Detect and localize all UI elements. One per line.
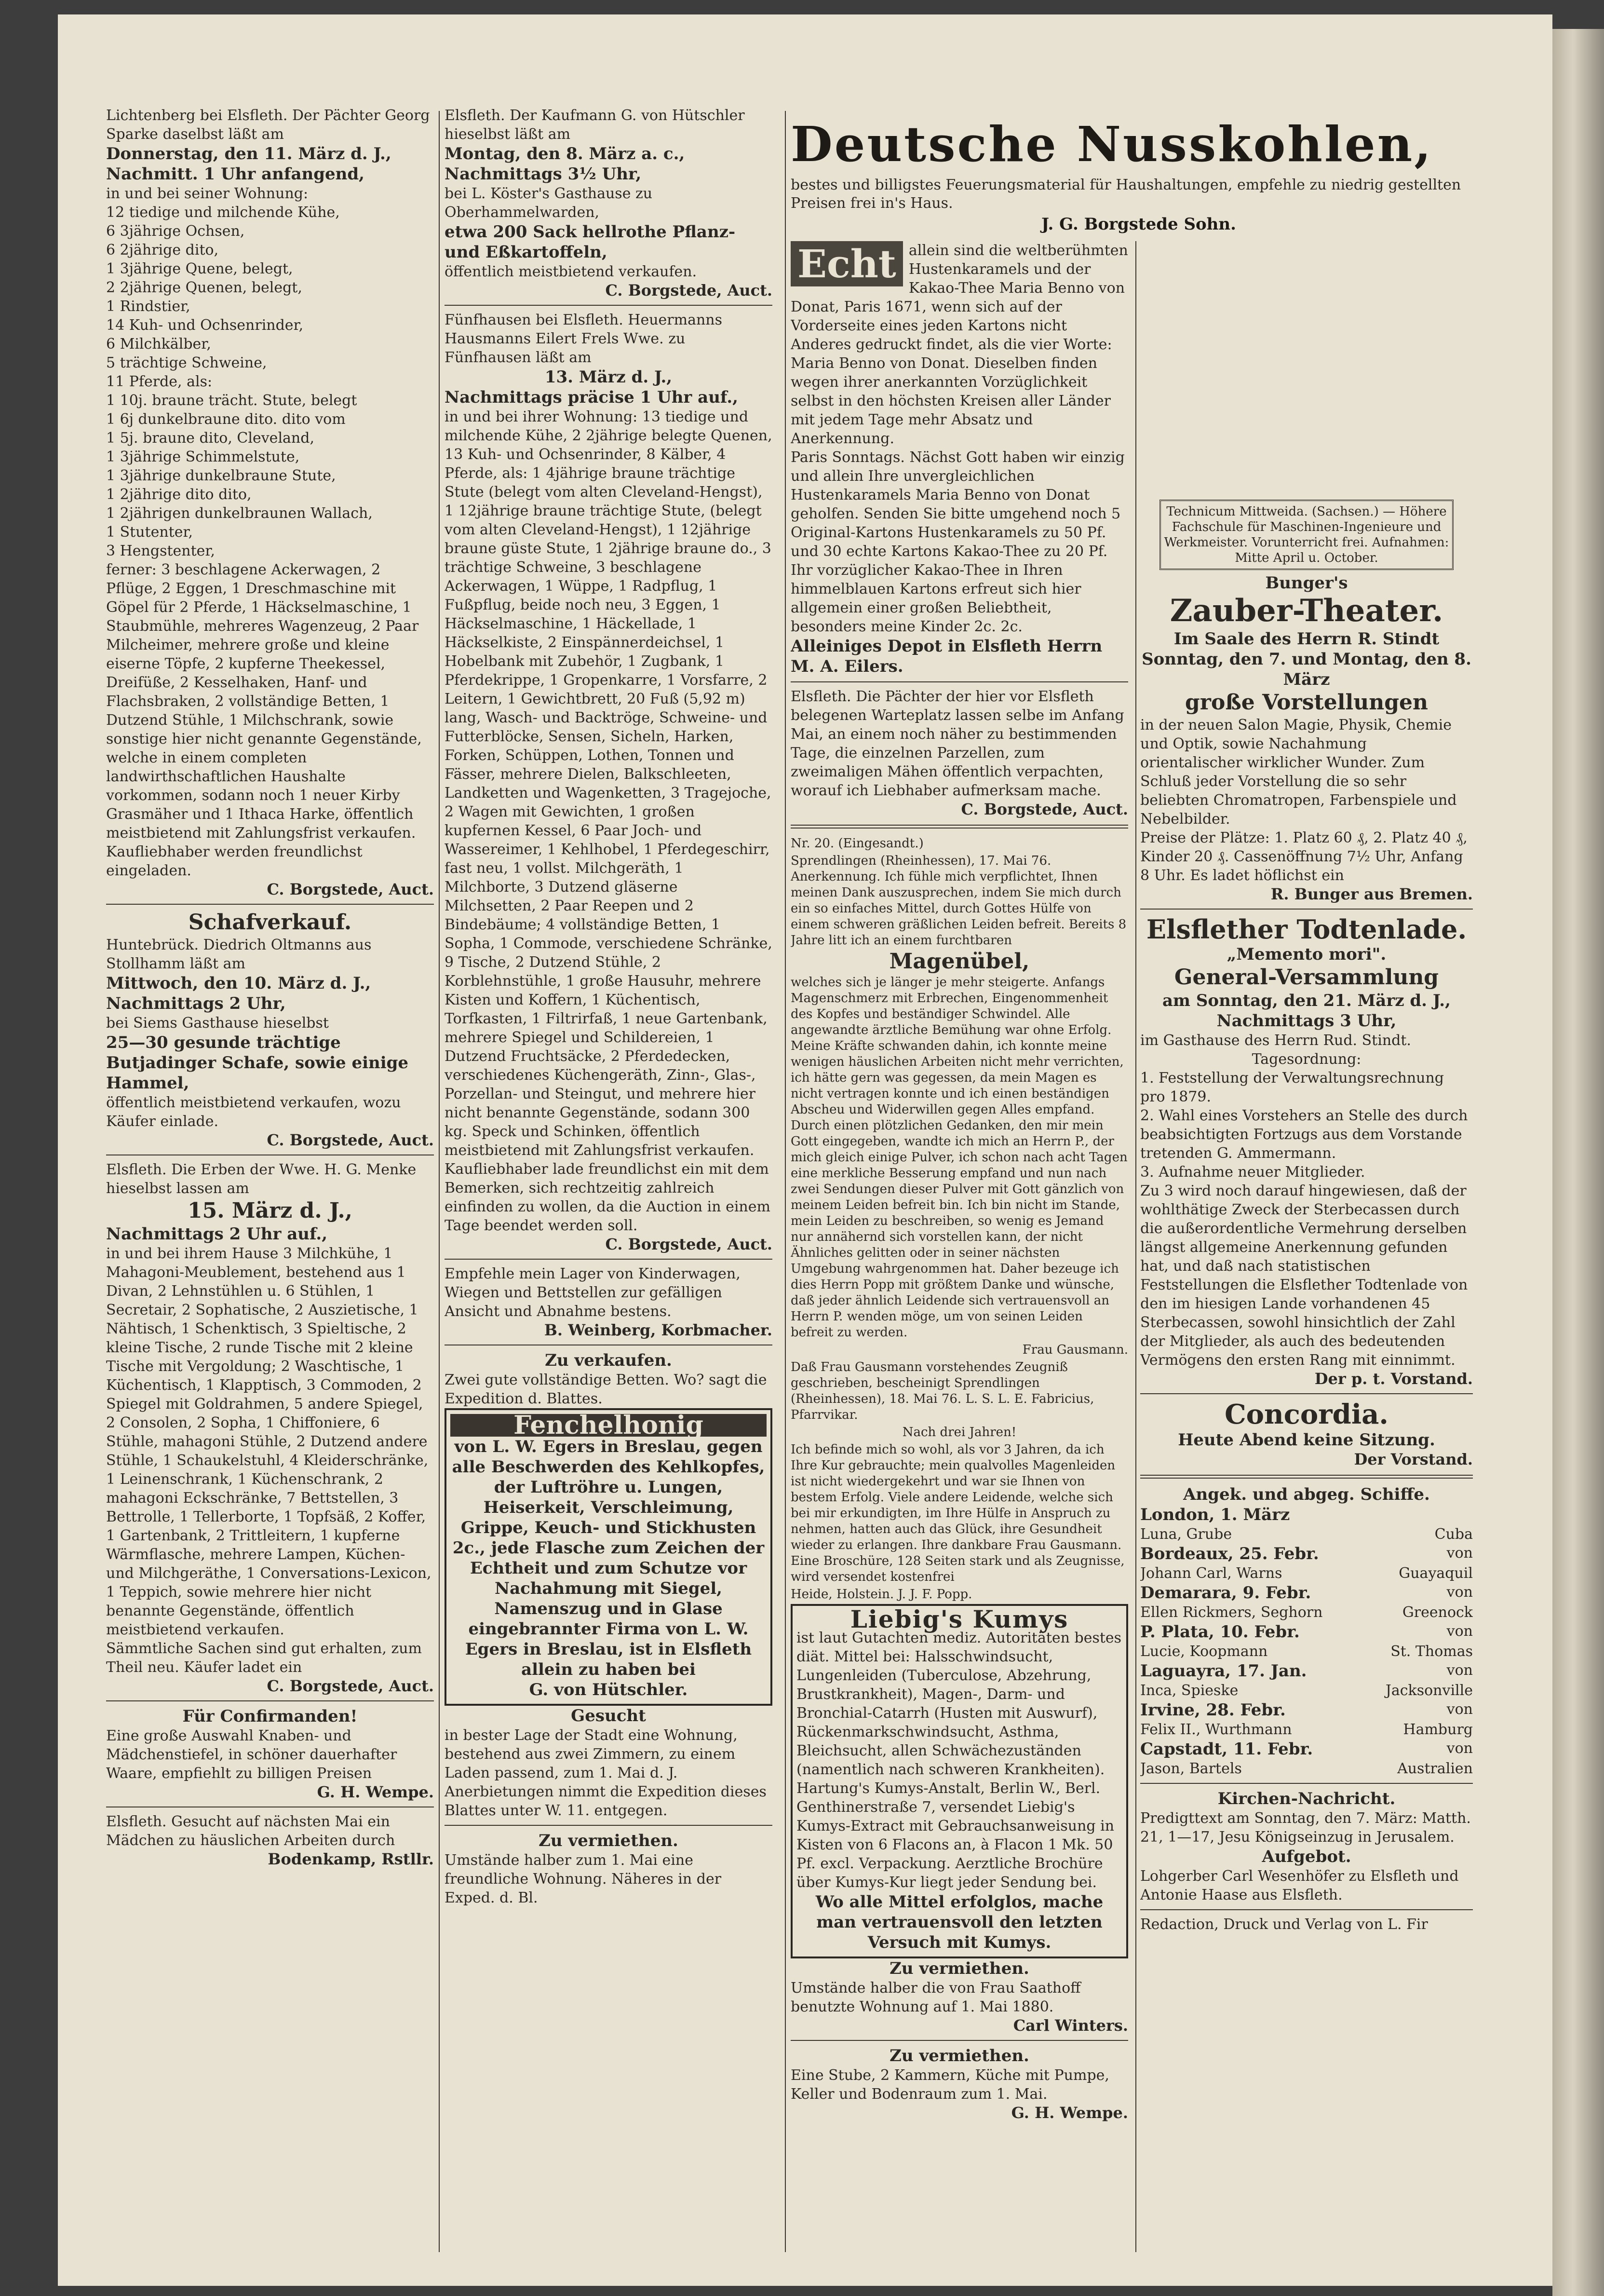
column-4 (1140, 497, 1473, 2262)
list-item: 1 2jährige dito dito, (106, 486, 252, 503)
ship-origin: von (1446, 1740, 1473, 1757)
divider (1140, 1909, 1473, 1910)
ship-name: Inca, Spieske (1140, 1682, 1239, 1699)
fenchel-signature: G. von Hütschler. (529, 1680, 688, 1699)
column-2 (445, 106, 772, 2262)
todtenlade-place: im Gasthause des Herrn Rud. Stindt. (1140, 1032, 1411, 1049)
list-item (1140, 1505, 1473, 1525)
ship-port: P. Plata, 10. Febr. (1140, 1622, 1300, 1642)
list-item (1140, 1525, 1473, 1544)
fenchel-title: Fenchelhonig (450, 1414, 767, 1437)
bunger-body2: in der neuen Salon Magie, Physik, Chemie und Optik, sowie Nachahmung orientalischer wirklicher Wunder. Zum Schluß jeder Vorstellung die so sehr beliebten Chromatropen, Farbenspiele und Nebelbilder. (1140, 717, 1457, 828)
ship-name: Jason, Bartels (1140, 1760, 1242, 1777)
huetschler-offer: etwa 200 Sack hellrothe Pflanz- und Eßkartoffeln, (445, 222, 736, 262)
concordia-title: Concordia. (1225, 1399, 1388, 1430)
divider (1140, 1393, 1473, 1394)
kumys-body: ist laut Gutachten mediz. Autoritäten bestes diät. Mittel bei: Halsschwindsucht, Lungenleiden (Tuberculose, Abzehrung, Brustkrankheit), Magen-, Darm- und Bronchial-Catarrh (Husten mit Auswurf), Rückenmarkschwindsucht, Asthma, Bleichsucht, allen Schwächezuständen (namentlich nach schweren Krankheiten). Hartung's Kumys-Anstalt, Berlin W., Berl. Genthinerstraße 7, versendet Liebig's Kumys-Extract mit Gebrauchsanweisung in Kisten von 6 Flacons an, à Flacon 1 Mk. 50 Pf. excl. Verpackung. Aerztliche Brochüre über Kumys-Kur liegt jeder Sendung bei. (796, 1630, 1122, 1891)
magen-later: Ich befinde mich so wohl, als vor 3 Jahren, da ich Ihre Kur gebrauchte; mein qualvolles Magenleiden ist nicht wiedergekehrt und war sie Ihnen von bestem Erfolg. Viele andere Leidende, welche sich bei mir erkundigten, im Ihre Hülfe in Anspruch zu nehmen, hatten auch das Glück, ihre Gesundheit wieder zu erlangen. Ihre dankbare Frau Gausmann. (791, 1442, 1122, 1552)
list-item: 11 Pferde, als: (106, 373, 213, 390)
echt-ad (791, 241, 1128, 448)
auctioneer-signature: C. Borgstede, Auct. (267, 1131, 434, 1149)
list-item: 1 10j. braune trächt. Stute, belegt (106, 392, 357, 409)
magen-address: Heide, Holstein. J. J. F. Popp. (791, 1587, 972, 1602)
ships-title: Angek. und abgeg. Schiffe. (1183, 1485, 1430, 1504)
menke-date: 15. März d. J., (187, 1198, 352, 1223)
auctioneer-signature: C. Borgstede, Auct. (605, 1235, 772, 1253)
ship-origin: Greenock (1402, 1604, 1473, 1621)
menke-intro: Elsfleth. Die Erben der Wwe. H. G. Menke hieselbst lassen am (106, 1161, 417, 1197)
ship-origin: von (1446, 1701, 1473, 1718)
huetschler-intro: Elsfleth. Der Kaufmann G. von Hütschler hieselbst läßt am (445, 107, 745, 143)
concordia-body: Heute Abend keine Sitzung. (1178, 1430, 1435, 1450)
eingesandt-body: Sprendlingen (Rheinhessen), 17. Mai 76. Anerkennung. Ich fühle mich verpflichtet, Ihnen meinen Dank auszusprechen, indem Sie mich durch ein so einfaches Mittel, durch Gottes Hülfe von einem schweren gräßlichen Leiden befreit. Bereits 8 Jahre litt ich an einem furchtbaren (791, 854, 1127, 948)
ship-origin: Jacksonville (1385, 1682, 1473, 1699)
schaf-intro: Huntebrück. Diedrich Oltmanns aus Stollhamm läßt am (106, 937, 372, 972)
list-item: 6 3jährige Ochsen, (106, 223, 245, 240)
technikum-ad: Technicum Mittweida. (Sachsen.) — Höhere Fachschule für Maschinen-Ingenieure und Werkmeister. Vorunterricht frei. Aufnahmen: Mitte April u. October. (1159, 500, 1454, 570)
auctioneer-signature: C. Borgstede, Auct. (961, 800, 1128, 818)
list-item (1140, 1681, 1473, 1700)
lichtenberg-intro: Lichtenberg bei Elsfleth. Der Pächter Georg Sparke daselbst läßt am (106, 107, 430, 143)
divider (445, 1825, 772, 1826)
saathoff-signature: Carl Winters. (1013, 2016, 1128, 2035)
saathoff-title: Zu vermiethen. (890, 1959, 1029, 1978)
auctioneer-signature: C. Borgstede, Auct. (267, 1677, 434, 1695)
divider (445, 305, 772, 306)
menke-time: Nachmittags 2 Uhr auf., (106, 1224, 328, 1244)
confirm-body: Eine große Auswahl Knaben- und Mädchenstiefel, in schöner dauerhafter Waare, empfiehlt zu billigen Preisen (106, 1727, 397, 1782)
stube-signature: G. H. Wempe. (1011, 2104, 1128, 2122)
fuenfhausen-body: in und bei ihrer Wohnung: 13 tiedige und milchende Kühe, 2 2jährige belegte Quenen, 13 Kuh- und Ochsenrinder, 8 Kälber, 4 Pferde, als: 1 4jährige braune trächtige Stute (belegt vom alten Cleveland-Hengst), 1 12jährige braune trächtige Stute, (belegt vom alten Cleveland-Hengst), 1 12jährige braune güste Stute, 1 2jährige braune do., 3 trächtige Schweine, 3 beschlagene Ackerwagen, 1 Wüppe, 1 Radpflug, 1 Fußpflug, beide noch neu, 3 Eggen, 1 Häckselmaschine, 1 Häckellade, 1 Häckselkiste, 2 Einspännerdeichsel, 1 Hobelbank mit Zubehör, 1 Zugbank, 1 Pferdekrippe, 1 Gropenkarre, 1 Vorsfarre, 2 Leitern, 1 Gewichtbrett, 20 Fuß (5,92 m) lang, Wasch- und Backtröge, Schweine- und Futterblöcke, Sensen, Sicheln, Harken, Forken, Schüppen, Lothen, Tonnen und Fässer, mehrere Dielen, Balkschleeten, Landketten und Wagenketten, 3 Tragejoche, 2 Wagen mit Gewichten, 1 großen kupfernen Kessel, 6 Paar Joch- und Wassereimer, 1 Kehlhobel, 1 Pferdegeschirr, fast neu, 1 vollst. Milchgeräth, 1 Milchborte, 3 Dutzend gläserne Milchsetten, 2 Paar Reepen und 2 Bindebäume; 4 vollständige Betten, 1 Sopha, 1 Commode, verschiedene Schränke, 9 Tische, 2 Dutzend Stühle, 2 Korblehnstühle, 1 große Hausuhr, mehrere Kisten und Koffern, 1 Küchentisch, Torfkasten, 1 Filtrirfaß, 1 neue Gartenbank, mehrere Spiegel und Schildereien, 1 Dutzend Fruchtsäcke, 2 Pferdedecken, verschiedenes Küchengeräth, Zinn-, Glas-, Porzellan- und Steingut, und mehrere hier nicht benannte Gegenstände, sodann 300 kg. Speck und Schinken, öffentlich meistbietend mit Zahlungsfrist verkaufen. (445, 408, 772, 1159)
list-item: 1 Rindstier, (106, 298, 190, 315)
gesucht-body: in bester Lage der Stadt eine Wohnung, bestehend aus zwei Zimmern, zu einem Laden passend, zum 1. Mai d. J. Anerbietungen nimmt die Expedition dieses Blattes unter W. 11. entgegen. (445, 1727, 767, 1819)
ship-name: Lucie, Koopmann (1140, 1643, 1268, 1660)
weinberg-signature: B. Weinberg, Korbmacher. (544, 1321, 772, 1339)
ship-port: Laguayra, 17. Jan. (1140, 1661, 1307, 1681)
fenchel-ad (445, 1408, 772, 1706)
list-item: 1 3jährige Quene, belegt, (106, 260, 293, 277)
magen-brochure: Eine Broschüre, 128 Seiten stark und als Zeugnisse, wird versendet kostenfrei (791, 1554, 1125, 1584)
gesucht-title: Gesucht (571, 1706, 646, 1725)
fuenfhausen-intro: Fünfhausen bei Elsfleth. Heuermanns Hausmanns Eilert Frels Wwe. zu Fünfhausen läßt am (445, 312, 722, 366)
kirche-body: Predigttext am Sonntag, den 7. März: Matth. 21, 1—17, Jesu Königseinzug in Jerusalem. (1140, 1810, 1471, 1846)
saathoff-body: Umstände halber die von Frau Saathoff benutzte Wohnung auf 1. Mai 1880. (791, 1980, 1081, 2015)
list-item: 1. Feststellung der Verwaltungsrechnung pro 1879. (1140, 1070, 1444, 1105)
schaf-offer: 25—30 gesunde trächtige Butjadinger Schafe, sowie einige Hammel, (106, 1033, 409, 1093)
ship-name: Felix II., Wurthmann (1140, 1721, 1292, 1738)
ship-origin: von (1446, 1623, 1473, 1640)
confirm-title: Für Confirmanden! (182, 1707, 358, 1726)
ship-origin: Cuba (1434, 1526, 1473, 1543)
list-item (1140, 1642, 1473, 1661)
list-item: 1 2jährigen dunkelbraunen Wallach, (106, 505, 373, 522)
aufgebot-body: Lohgerber Carl Wesenhöfer zu Elsfleth und Antonie Haase aus Elsfleth. (1140, 1868, 1459, 1903)
column-3 (791, 241, 1128, 2262)
maedchen-signature: Bodenkamp, Rstllr. (268, 1850, 434, 1868)
todtenlade-agenda (1140, 1069, 1473, 1182)
list-item: 3. Aufnahme neuer Mitglieder. (1140, 1164, 1365, 1181)
divider (1140, 1475, 1473, 1479)
todtenlade-date: am Sonntag, den 21. März d. J., Nachmittags 3 Uhr, (1162, 991, 1451, 1031)
masthead-title: Deutsche Nusskohlen, (791, 116, 1433, 173)
betten-title: Zu verkaufen. (545, 1351, 672, 1370)
ship-port: Bordeaux, 25. Febr. (1140, 1544, 1319, 1563)
echt-badge: Echt (791, 241, 903, 286)
ship-name: Johann Carl, Warns (1140, 1565, 1282, 1582)
list-item (1140, 1759, 1473, 1778)
divider (1140, 909, 1473, 910)
divider (445, 1259, 772, 1260)
ship-origin: Australien (1397, 1760, 1473, 1777)
bunger-body1: Im Saale des Herrn R. Stindt Sonntag, den 7. und Montag, den 8. März (1142, 629, 1471, 689)
echt-body: allein sind die weltberühmten Hustenkaramels und der Kakao-Thee Maria Benno von Donat, Paris 1671, wenn sich auf der Vorderseite eines jeden Kartons nicht Anderes gedruckt findet, als die vier Worte: Maria Benno von Donat. Dieselben finden wegen ihrer anerkannten Vorzüglichkeit selbst in den höchsten Kreisen aller Länder mit jedem Tage mehr Absatz und Anerkennung. (791, 242, 1128, 447)
todtenlade-signature: Der p. t. Vorstand. (1314, 1370, 1473, 1388)
list-item (1140, 1603, 1473, 1622)
list-item: 3 Hengstenter, (106, 543, 215, 559)
imprint: Redaction, Druck und Verlag von L. Fir (1140, 1916, 1428, 1933)
ship-origin: Guayaquil (1399, 1565, 1473, 1582)
bunger-pre: Bunger's (1265, 573, 1348, 593)
echt-paris: Paris Sonntags. Nächst Gott haben wir einzig und allein Ihre unvergleichlichen Hustenkaramels Maria Benno von Donat geholfen. Senden Sie bitte umgehend noch 5 Original-Kartons Hustenkaramels zu 50 Pf. und 30 echte Kartons Kakao-Thee zu 20 Pf. Ihr vorzüglicher Kakao-Thee in Ihren himmelblauen Kartons erfreut sich hier allgemein einer großen Beliebtheit, besonders meine Kinder 2c. 2c. (791, 449, 1125, 635)
list-item (1140, 1583, 1473, 1603)
column-rule (439, 111, 440, 2252)
list-item (1140, 1720, 1473, 1739)
todtenlade-body: Zu 3 wird noch darauf hingewiesen, daß der wohlthätige Zweck der Sterbecassen durch die außerordentliche Vermehrung derselben längst allgemeine Anerkennung gefunden hat, und daß nach statistischen Feststellungen die Elsflether Todtenlade von den im hiesigen Lande vorhandenen 45 Sterbecassen, sowohl hinsichtlich der Zahl der Mitglieder, als auch des bedeutenden Vermögens den ersten Rang mit einnimmt. (1140, 1182, 1468, 1369)
concordia-signature: Der Vorstand. (1354, 1450, 1473, 1468)
huetschler-body: öffentlich meistbietend verkaufen. (445, 263, 697, 280)
todtenlade-agenda-head: Tagesordnung: (1252, 1051, 1361, 1068)
vermiethen-title: Zu vermiethen. (539, 1831, 678, 1850)
list-item: 2. Wahl eines Vorstehers an Stelle des durch beabsichtigten Fortzugs aus dem Vorstande tretenden G. Ammermann. (1140, 1107, 1468, 1162)
betten-body: Zwei gute vollständige Betten. Wo? sagt die Expedition d. Blattes. (445, 1372, 767, 1407)
divider (791, 681, 1128, 682)
ship-port: Irvine, 28. Febr. (1140, 1700, 1286, 1720)
eingesandt-head: Nr. 20. (Eingesandt.) (791, 836, 924, 851)
ship-port: Capstadt, 11. Febr. (1140, 1739, 1313, 1759)
list-item: 6 2jährige dito, (106, 242, 219, 258)
lichtenberg-date: Donnerstag, den 11. März d. J., (106, 144, 391, 163)
menke-body: in und bei ihrem Hause 3 Milchkühe, 1 Mahagoni-Meublement, bestehend aus 1 Divan, 2 Lehnstühlen u. 6 Stühlen, 1 Secretair, 2 Sophatische, 2 Auszietische, 1 Nähtisch, 1 Schenktisch, 3 Spieltische, 2 kleine Tische, 2 runde Tische mit 2 kleine Tische mit Vergoldung; 2 Waschtische, 1 Küchentisch, 1 Klapptisch, 3 Commoden, 2 Spiegel mit Goldrahmen, 5 andere Spiegel, 2 Consolen, 2 Sopha, 1 Chiffoniere, 6 Stühle, mahagoni Stühle, 2 Dutzend andere Stühle, 1 Schaukelstuhl, 4 Kleiderschränke, 1 Leinenschrank, 1 Küchenschrank, 2 mahagoni Eckschränke, 7 Bettstellen, 3 Bettrolle, 1 Tellerborte, 1 Topfsäß, 2 Koffer, 1 Gartenbank, 2 Trittleitern, 1 kupferne Wärmflasche, mehrere Lampen, Küchen- und Milchgeräthe, 1 Conversations-Lexicon, 1 Teppich, sowie mehrere hier nicht benannte Gegenstände, öffentlich meistbietend verkaufen. (106, 1245, 431, 1638)
magen-later-title: Nach drei Jahren! (902, 1425, 1017, 1440)
huetschler-date: Montag, den 8. März a. c., Nachmittags 3½ Uhr, (445, 144, 685, 184)
lichtenberg-list (106, 203, 434, 560)
list-item (1140, 1739, 1473, 1759)
divider (106, 1700, 434, 1701)
kirche-title: Kirchen-Nachricht. (1217, 1789, 1396, 1808)
masthead-signature: J. G. Borgstede Sohn. (1041, 215, 1236, 234)
confirm-signature: G. H. Wempe. (317, 1783, 434, 1801)
list-item (1140, 1622, 1473, 1642)
echt-depot: Alleiniges Depot in Elsfleth Herrn M. A. Eilers. (791, 637, 1103, 676)
lichtenberg-closing: Kaufliebhaber werden freundlichst eingeladen. (106, 843, 363, 879)
aufgebot-title: Aufgebot. (1262, 1847, 1351, 1866)
ship-name: Ellen Rickmers, Seghorn (1140, 1604, 1323, 1621)
list-item: 1 3jährige Schimmelstute, (106, 448, 300, 465)
schaf-date: Mittwoch, den 10. März d. J., Nachmittags 2 Uhr, (106, 974, 371, 1013)
bunger-big: große Vorstellungen (1185, 690, 1428, 715)
schaf-place: bei Siems Gasthause hieselbst (106, 1015, 329, 1032)
todtenlade-gv: General-Versammlung (1174, 965, 1439, 990)
lichtenberg-place: in und bei seiner Wohnung: (106, 185, 309, 202)
magen-signature: Frau Gausmann. (1022, 1343, 1128, 1357)
fenchel-body: von L. W. Egers in Breslau, gegen alle Beschwerden des Kehlkopfes, der Luftröhre u. Lungen, Heiserkeit, Verschleimung, Grippe, Keuch- und Stickhusten 2c., jede Flasche zum Zeichen der Echtheit und zum Schutze vor Nachahmung mit Siegel, Namenszug und in Glase eingebrannter Firma von L. W. Egers in Breslau, ist in Elsfleth allein zu haben bei (452, 1437, 765, 1679)
auctioneer-signature: C. Borgstede, Auct. (605, 281, 772, 299)
bunger-prices: Preise der Plätze: 1. Platz 60 ₰, 2. Platz 40 ₰, Kinder 20 ₰. Cassenöffnung 7½ Uhr, Anfang 8 Uhr. Es ladet höflichst ein (1140, 829, 1468, 884)
magen-title: Magenübel, (889, 949, 1030, 974)
magen-cert: Daß Frau Gausmann vorstehendes Zeugniß geschrieben, bescheinigt Sprendlingen (Rheinhessen), 18. Mai 76. L. S. L. E. Fabricius, Pfarrvikar. (791, 1360, 1094, 1422)
ship-origin: von (1446, 1584, 1473, 1601)
ship-port: Demarara, 9. Febr. (1140, 1583, 1311, 1603)
ships-list (1140, 1505, 1473, 1778)
kumys-slogan: Wo alle Mittel erfolglos, mache man vertrauensvoll den letzten Versuch mit Kumys. (815, 1892, 1104, 1952)
ship-port: London, 1. März (1140, 1505, 1290, 1524)
list-item: 6 Milchkälber, (106, 336, 211, 353)
schaf-title: Schafverkauf. (188, 910, 352, 935)
huetschler-place: bei L. Köster's Gasthause zu Oberhammelwarden, (445, 185, 653, 221)
stube-title: Zu vermiethen. (890, 2046, 1029, 2065)
ship-origin: von (1446, 1545, 1473, 1562)
menke-closing: Sämmtliche Sachen sind gut erhalten, zum Theil neu. Käufer ladet ein (106, 1640, 422, 1676)
auctioneer-signature: C. Borgstede, Auct. (267, 880, 434, 898)
warteplatz-body: Elsfleth. Die Pächter der hier vor Elsfleth belegenen Warteplatz lassen selbe im Anfang Mai, an einem noch näher zu bestimmenden Tage, die einzelnen Parzellen, zum zweimaligen Mähen öffentlich verpachten, worauf ich Liebhaber aufmerksam mache. (791, 688, 1124, 799)
fuenfhausen-date: 13. März d. J., (544, 367, 673, 387)
stube-body: Eine Stube, 2 Kammern, Küche mit Pumpe, Keller und Bodenraum zum 1. Mai. (791, 2067, 1109, 2103)
todtenlade-motto: „Memento mori". (1227, 945, 1387, 964)
list-item (1140, 1661, 1473, 1681)
maedchen-body: Elsfleth. Gesucht auf nächsten Mai ein Mädchen zu häuslichen Arbeiten durch (106, 1813, 395, 1849)
bunger-title: Zauber-Theater. (1170, 593, 1443, 629)
kumys-ad (791, 1604, 1128, 1958)
divider (1140, 1783, 1473, 1784)
lichtenberg-body: ferner: 3 beschlagene Ackerwagen, 2 Pflüge, 2 Eggen, 1 Dreschmaschine mit Göpel für 2 Pferde, 1 Häckselmaschine, 1 Staubmühle, mehreres Wagenzeug, 2 Paar Milcheimer, mehrere große und kleine eiserne Töpfe, 2 kupferne Theekessel, Dreifüße, 2 Kesselhaken, Hanf- und Flachsbraken, 2 vollständige Betten, 1 Dutzend Stühle, 1 Milchschrank, sowie sonstige hier nicht genannte Gegenstände, welche in einem completen landwirthschaftlichen Haushalte vorkommen, sodann noch 1 neuer Kirby Grasmäher und 1 Ithaca Harke, öffentlich meistbietend mit Zahlungsfrist verkaufen. (106, 561, 422, 842)
divider (791, 2040, 1128, 2041)
kumys-title: Liebig's Kumys (850, 1605, 1069, 1633)
masthead-subtitle: bestes und billigstes Feuerungsmaterial für Haushaltungen, empfehle zu niedrig gestellten Preisen frei in's Haus. (791, 177, 1461, 212)
weinberg-body: Empfehle mein Lager von Kinderwagen, Wiegen und Bettstellen zur gefälligen Ansicht und Abnahme bestens. (445, 1265, 741, 1320)
list-item: 1 6j dunkelbraune dito. dito vom (106, 411, 346, 428)
list-item: 12 tiedige und milchende Kühe, (106, 204, 340, 221)
ship-name: Luna, Grube (1140, 1526, 1232, 1543)
list-item (1140, 1564, 1473, 1583)
ship-origin: St. Thomas (1390, 1643, 1473, 1660)
todtenlade-title: Elsflether Todtenlade. (1146, 914, 1467, 945)
list-item: 2 2jährige Quenen, belegt, (106, 279, 302, 296)
ship-origin: von (1446, 1662, 1473, 1679)
divider (791, 825, 1128, 829)
list-item: 1 Stutenter, (106, 524, 193, 541)
fuenfhausen-closing: Kaufliebhaber lade freundlichst ein mit dem Bemerken, sich rechtzeitig zahlreich einfinden zu wollen, da die Auction in einem Tage beendet werden soll. (445, 1161, 770, 1234)
column-rule (1135, 241, 1136, 2252)
list-item (1140, 1544, 1473, 1564)
list-item (1140, 1700, 1473, 1720)
vermiethen-body: Umstände halber zum 1. Mai eine freundliche Wohnung. Näheres in der Exped. d. Bl. (445, 1852, 722, 1906)
divider (106, 904, 434, 905)
list-item: 5 trächtige Schweine, (106, 354, 267, 371)
list-item: 1 3jährige dunkelbraune Stute, (106, 467, 336, 484)
list-item: 14 Kuh- und Ochsenrinder, (106, 317, 304, 334)
list-item: 1 5j. braune dito, Cleveland, (106, 430, 314, 447)
column-1 (106, 106, 434, 2262)
magen-body: welches sich je länger je mehr steigerte. Anfangs Magenschmerz mit Erbrechen, Eingenommenheit des Kopfes und beständiger Schwindel. Alle angewandte ärztliche Bemühung war ohne Erfolg. Meine Kräfte schwanden dahin, ich konnte meine wenigen häuslichen Arbeiten nicht mehr verrichten, ich hätte gern was gegessen, da mein Magen es nicht vertragen konnte und ich einen beständigen Abscheu und Widerwillen gegen Alles empfand. Durch einen plötzlichen Gedanken, den mir mein Gott eingegeben, wandte ich mich an Herrn P., der mich gleich einige Pulver, ich schon nach acht Tagen eine merkliche Besserung empfand und nun nach zwei Sendungen dieser Pulver mit Gott gänzlich von meinem Leiden befreit bin. Ich bin nicht im Stande, mein Leiden zu beschreiben, so wenig es Jemand nur annähernd sich vorstellen kann, der nicht Ähnliches gelitten oder in seiner nächsten Umgebung wahrgenommen hat. Daher bezeuge ich dies Herrn Popp mit größtem Danke und wünsche, daß jeder ähnlich Leidende sich vertrauensvoll an Herrn P. wenden möge, um von seinen Leiden befreit zu werden. (791, 975, 1128, 1340)
fuenfhausen-time: Nachmittags präcise 1 Uhr auf., (445, 388, 739, 407)
lichtenberg-time: Nachmitt. 1 Uhr anfangend, (106, 164, 364, 184)
ship-origin: Hamburg (1403, 1721, 1473, 1738)
column-rule (785, 111, 786, 2252)
bunger-signature: R. Bunger aus Bremen. (1270, 885, 1473, 903)
schaf-body: öffentlich meistbietend verkaufen, wozu Käufer einlade. (106, 1094, 401, 1130)
page-edge (1552, 29, 1604, 2296)
